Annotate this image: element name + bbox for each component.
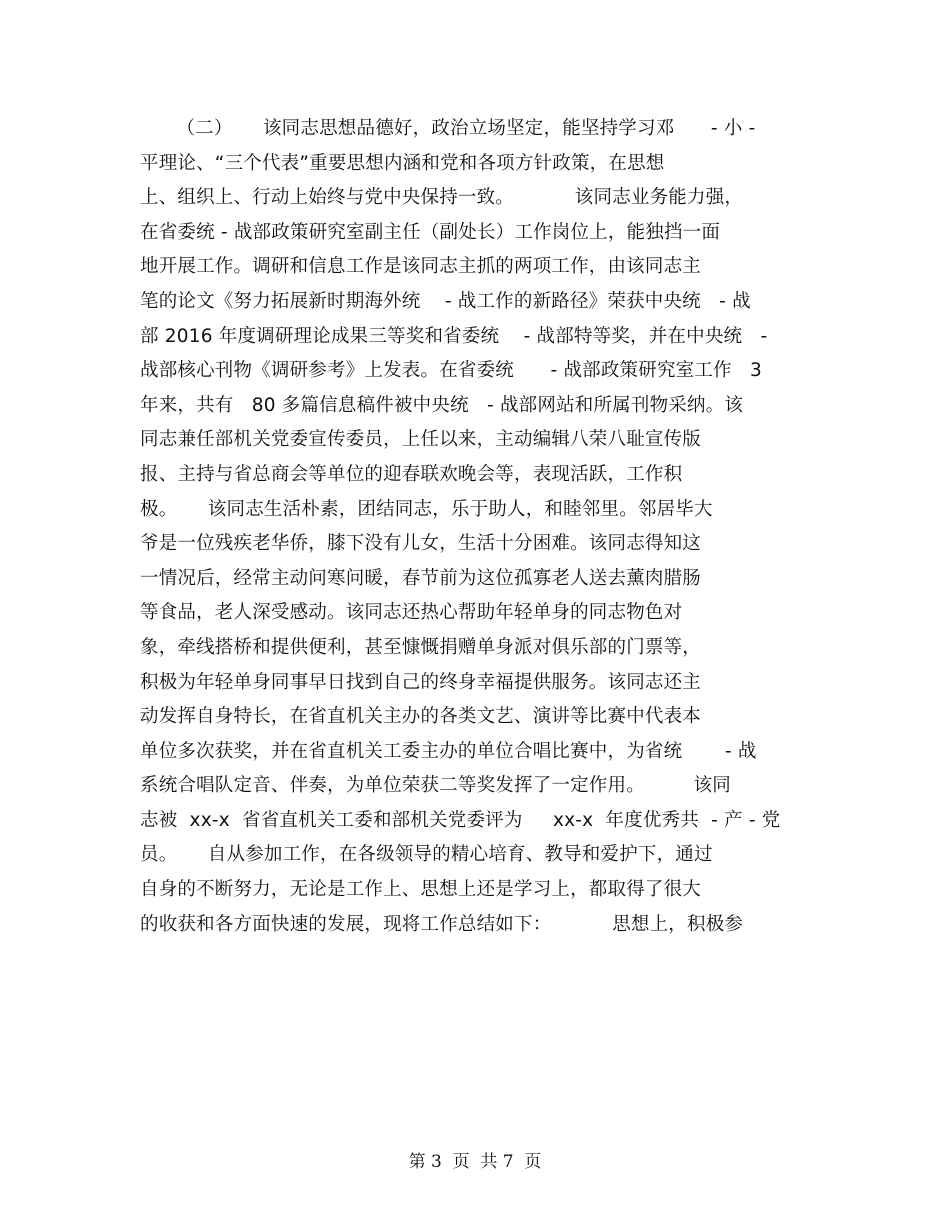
text-line: 平理论、“三个代表”重要思想内涵和党和各项方针政策，在思想 [140,152,665,174]
text-line: 自身的不断努力，无论是工作上、思想上还是学习上，都取得了很大 [140,879,702,901]
text-line: 志被 xx-x 省省直机关工委和部机关党委评为 xx-x 年度优秀共 - 产 - 党 [140,809,781,831]
text-line: 象，牵线搭桥和提供便利，甚至慷慨捐赠单身派对俱乐部的门票等， [140,636,702,658]
text-line: 单位多次获奖，并在省直机关工委主办的单位合唱比赛中，为省统 - 战 [140,740,757,762]
text-line: 笔的论文《努力拓展新时期海外统 - 战工作的新路径》荣获中央统 - 战 [140,290,751,312]
text-line: 的收获和各方面快速的发展，现将工作总结如下： 思想上，积极参 [140,913,744,935]
text-line: 年来，共有 80 多篇信息稿件被中央统 - 战部网站和所属刊物采纳。该 [140,394,744,416]
text-line: 上、组织上、行动上始终与党中央保持一致。 该同志业务能力强， [140,187,744,209]
text-line: 系统合唱队定音、伴奏，为单位荣获二等奖发挥了一定作用。 该同 [140,775,731,797]
text-line: 动发挥自身特长，在省直机关主办的各类文艺、演讲等比赛中代表本 [140,706,702,728]
text-line: 等食品，老人深受感动。该同志还热心帮助年轻单身的同志物色对 [140,602,683,624]
page-footer: 第 3 页 共 7 页 [408,1152,542,1172]
text-line: 同志兼任部机关党委宣传委员，上任以来，主动编辑八荣八耻宣传版 [140,429,702,451]
text-line: （二） 该同志思想品德好，政治立场坚定，能坚持学习邓 - 小 - [140,118,756,139]
text-line: 在省委统 - 战部政策研究室副主任（副处长）工作岗位上，能独挡一面 [140,221,721,243]
text-line: 积极为年轻单身同事早日找到自己的终身幸福提供服务。该同志还主 [140,671,702,693]
text-line: 极。 该同志生活朴素，团结同志，乐于助人，和睦邻里。邻居毕大 [140,498,713,520]
document-body [140,112,820,942]
text-line: 报、主持与省总商会等单位的迎春联欢晚会等，表现活跃，工作积 [140,463,683,485]
text-line: 地开展工作。调研和信息工作是该同志主抓的两项工作，由该同志主 [140,256,702,278]
text-line: 员。 自从参加工作，在各级领导的精心培育、教导和爱护下，通过 [140,844,713,866]
text-line: 爷是一位残疾老华侨，膝下没有儿女，生活十分困难。该同志得知这 [140,533,702,555]
text-line: 战部核心刊物《调研参考》上发表。在省委统 - 战部政策研究室工作 3 [140,360,762,382]
text-line: 一情况后，经常主动问寒问暖，春节前为这位孤寡老人送去薰肉腊肠 [140,567,702,589]
text-line: 部 2016 年度调研理论成果三等奖和省委统 - 战部特等奖，并在中央统 - [140,325,768,347]
